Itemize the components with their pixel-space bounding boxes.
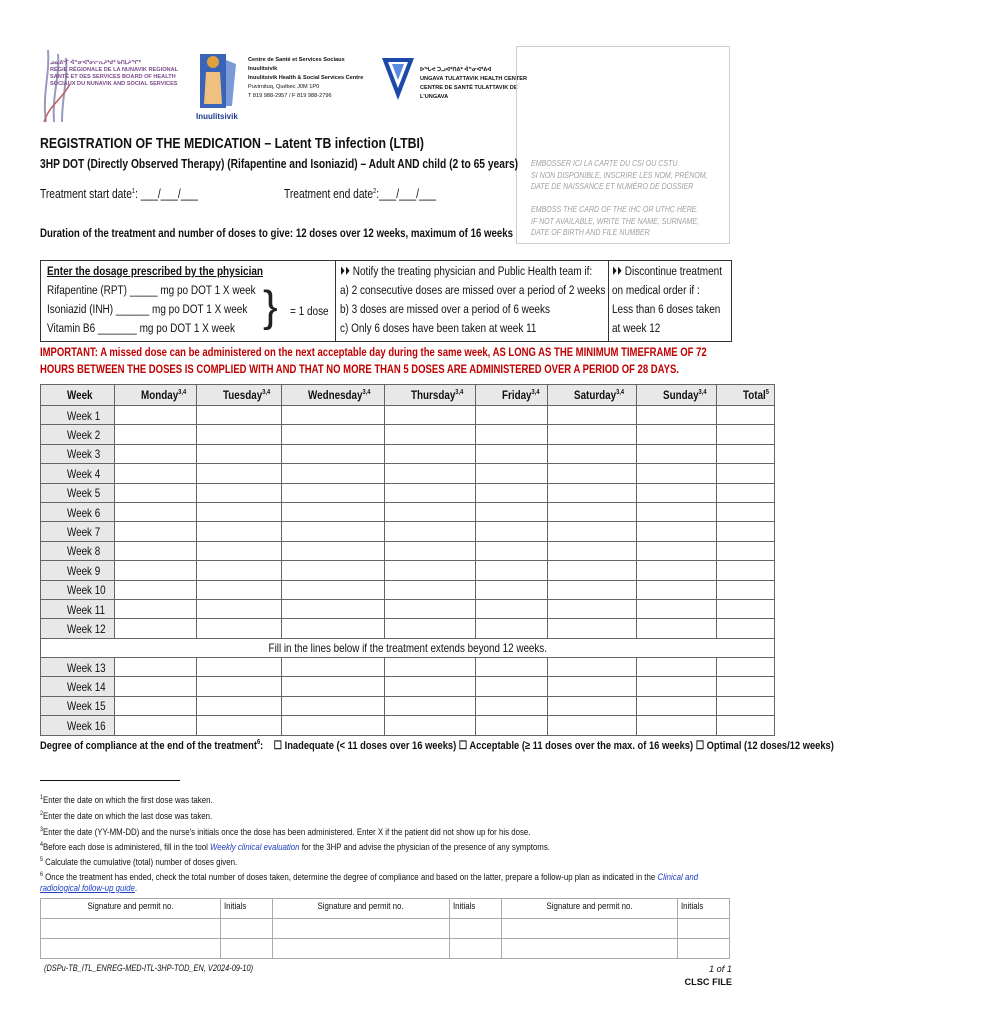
dose-entry-cell[interactable] [384, 502, 475, 521]
org3-line: ᐅᖓᕙ ᑐᓗᐊᑦᑎᕕᒃ ᐋᓐᓂᐊᕐᕕᐊ [420, 67, 492, 73]
org2-name: Inuulitsivik [196, 112, 238, 121]
col-header: Total$^5$ [716, 385, 775, 406]
dose-entry-cell[interactable] [197, 502, 282, 521]
dose-entry-cell[interactable] [197, 483, 282, 502]
dose-entry-cell[interactable] [548, 696, 636, 715]
signature-label: Signature and permit no. [87, 901, 174, 912]
org2-line: T 819 988-2957 / F 819 988-2796 [248, 93, 332, 99]
dose-entry-cell[interactable] [281, 522, 384, 541]
dose-entry-cell[interactable] [636, 444, 716, 463]
total-cell[interactable] [716, 658, 775, 677]
col-header: Saturday$^{3,4}$ [548, 385, 636, 406]
signature-label: Signature and permit no. [317, 901, 405, 912]
dose-entry-cell[interactable] [384, 696, 475, 715]
dose-entry-cell[interactable] [384, 483, 475, 502]
signature-cell[interactable] [272, 919, 450, 939]
signature-cell[interactable] [502, 919, 678, 939]
table-row [41, 658, 775, 677]
dose-entry-cell[interactable] [197, 444, 282, 463]
signature-header-row [41, 899, 730, 919]
dose-entry-cell[interactable] [197, 619, 282, 638]
table-row [41, 444, 775, 463]
week-label: Week 13 [41, 658, 115, 677]
total-cell[interactable] [716, 522, 775, 541]
start-date-label: Treatment start date [40, 187, 132, 201]
footnote-ref: 1 [131, 187, 136, 195]
dose-entry-cell[interactable] [281, 444, 384, 463]
notify-line: b) 3 doses are missed over a period of 6 weeks [340, 302, 550, 316]
dose-entry-cell[interactable] [636, 716, 716, 735]
compliance-options[interactable]: ☐ Inadequate (< 11 doses over 16 weeks) ☐ Acceptable (≥ 11 doses over the max. of 16 weeks) ☐ Optimal (12 doses/12 weeks) [273, 740, 834, 752]
total-cell[interactable] [716, 502, 775, 521]
dose-entry-cell[interactable] [636, 522, 716, 541]
dose-entry-cell[interactable] [384, 599, 475, 618]
dose-entry-cell[interactable] [475, 716, 548, 735]
dose-entry-cell[interactable] [281, 561, 384, 580]
table-row [41, 483, 775, 502]
total-cell[interactable] [716, 425, 775, 444]
dose-entry-cell[interactable] [281, 716, 384, 735]
dose-entry-cell[interactable] [548, 444, 636, 463]
weekly-evaluation-link[interactable]: Weekly clinical evaluation [210, 842, 300, 854]
week-label: Week 3 [41, 444, 115, 463]
footnote-6-cont: radiological follow-up guide. [40, 883, 138, 894]
table-row [41, 619, 775, 638]
dose-entry-cell[interactable] [115, 444, 197, 463]
dose-entry-cell[interactable] [384, 658, 475, 677]
org1-line: RÉGIE RÉGIONALE DE LA NUNAVIK REGIONAL [50, 67, 179, 73]
dose-entry-cell[interactable] [281, 406, 384, 425]
dose-entry-cell[interactable] [636, 464, 716, 483]
form-code: (DSPu-TB_ITL_ENREG-MED-ITL-3HP-TOD_EN, V2024-09-10) [44, 963, 254, 973]
emboss-en-line: EMBOSS THE CARD OF THE IHC OR UTHC HERE. [531, 204, 699, 214]
dose-entry-cell[interactable] [281, 425, 384, 444]
dose-entry-cell[interactable] [475, 580, 548, 599]
followup-guide-link[interactable]: radiological follow-up guide [40, 883, 135, 894]
initials-cell[interactable] [220, 919, 272, 939]
week-label: Week 2 [41, 425, 115, 444]
initials-label: Initials [681, 901, 704, 912]
dose-entry-cell[interactable] [115, 464, 197, 483]
week-label: Week 10 [41, 580, 115, 599]
org1-line: SOCIAUX DU NUNAVIK AND SOCIAL SERVICES [50, 81, 178, 87]
emboss-en-line: DATE OF BIRTH AND FILE NUMBER [531, 227, 650, 237]
footnote-2: $^2$Enter the date on which the last dose was taken. [40, 810, 213, 823]
dose-entry-cell[interactable] [197, 561, 282, 580]
emboss-fr-line: SI NON DISPONIBLE, INSCRIRE LES NOM, PRÉNOM, [531, 169, 708, 180]
dose-entry-cell[interactable] [281, 464, 384, 483]
footnote-4: $^4$Before each dose is administered, fill in the tool Weekly clinical evaluation for the 3HP and advise the physician of the presence of any symptoms. [40, 841, 550, 854]
week-label: Week 4 [41, 464, 115, 483]
dose-entry-cell[interactable] [115, 716, 197, 735]
col-header: Monday$^{3,4}$ [115, 385, 197, 406]
dose-entry-cell[interactable] [197, 696, 282, 715]
table-row [41, 502, 775, 521]
dose-entry-cell[interactable] [115, 425, 197, 444]
dose-entry-cell[interactable] [475, 619, 548, 638]
dosage-box [40, 260, 732, 342]
start-date-field[interactable] [40, 187, 198, 201]
signature-cell[interactable] [41, 939, 221, 959]
notify-heading-text: Notify the treating physician and Public Health team if: [352, 264, 593, 278]
dose-entry-cell[interactable] [548, 716, 636, 735]
dose-entry-cell[interactable] [115, 658, 197, 677]
dose-entry-cell[interactable] [636, 502, 716, 521]
dose-entry-cell[interactable] [197, 406, 282, 425]
one-dose-label: = 1 dose [290, 304, 329, 318]
signature-cell[interactable] [41, 919, 221, 939]
dose-entry-cell[interactable] [384, 619, 475, 638]
discontinue-line: at week 12 [612, 321, 661, 335]
dose-entry-cell[interactable] [197, 658, 282, 677]
initials-cell[interactable] [678, 939, 730, 959]
dose-entry-cell[interactable] [197, 522, 282, 541]
emboss-fr-line: DATE DE NAISSANCE ET NUMÉRO DE DOSSIER [531, 181, 694, 191]
dose-entry-cell[interactable] [548, 464, 636, 483]
total-cell[interactable] [716, 541, 775, 560]
emboss-en-line: IF NOT AVAILABLE, WRITE THE NAME, SURNAME, [531, 215, 699, 226]
dose-entry-cell[interactable] [548, 406, 636, 425]
dose-entry-cell[interactable] [548, 619, 636, 638]
dose-entry-cell[interactable] [281, 541, 384, 560]
signature-row [41, 919, 730, 939]
page-subtitle: 3HP DOT (Directly Observed Therapy) (Rifapentine and Isoniazid) – Adult AND child (2 to 65 years) [40, 157, 519, 171]
dose-entry-cell[interactable] [384, 522, 475, 541]
dose-entry-cell[interactable] [636, 425, 716, 444]
dose-entry-cell[interactable] [115, 599, 197, 618]
dose-entry-cell[interactable] [475, 464, 548, 483]
org2-line: Centre de Santé et Services Sociaux Inuulitsivik [248, 57, 345, 72]
total-cell[interactable] [716, 406, 775, 425]
dosage-line[interactable]: Isoniazid (INH) ______ mg po DOT 1 X week [47, 302, 248, 316]
dose-entry-cell[interactable] [548, 522, 636, 541]
important-line: IMPORTANT: A missed dose can be administered on the next acceptable day during the same week, AS LONG AS THE MINIMUM TIMEFRAME OF 72 [40, 346, 707, 359]
dose-entry-cell[interactable] [475, 444, 548, 463]
dose-entry-cell[interactable] [197, 677, 282, 696]
dose-entry-cell[interactable] [636, 677, 716, 696]
dose-entry-cell[interactable] [475, 406, 548, 425]
duration-text: Duration of the treatment and number of doses to give: 12 doses over 12 weeks, maximum of 16 weeks [40, 226, 514, 240]
footnote-divider [40, 780, 180, 781]
discontinue-line: on medical order if : [612, 283, 700, 297]
arrow-icon: ⏵⏵ [340, 264, 353, 278]
dose-entry-cell[interactable] [548, 580, 636, 599]
col-header: Friday$^{3,4}$ [475, 385, 548, 406]
end-date-field[interactable] [284, 187, 436, 201]
discontinue-heading [612, 262, 722, 281]
dose-entry-cell[interactable] [384, 406, 475, 425]
dose-entry-cell[interactable] [636, 619, 716, 638]
dose-entry-cell[interactable] [475, 522, 548, 541]
start-date-blank: : ___/___/___ [135, 187, 198, 201]
followup-guide-link[interactable]: Clinical and [657, 872, 699, 884]
week-label: Week 14 [41, 677, 115, 696]
table-row [41, 425, 775, 444]
notify-line: a) 2 consecutive doses are missed over a period of 2 weeks [340, 283, 606, 297]
footnote-5: $^5$ Calculate the cumulative (total) number of doses given. [40, 856, 238, 869]
discontinue-line: Less than 6 doses taken [612, 302, 721, 316]
dose-entry-cell[interactable] [636, 599, 716, 618]
tulattavik-logo [380, 52, 530, 114]
total-cell[interactable] [716, 464, 775, 483]
week-label: Week 1 [41, 406, 115, 425]
dose-entry-cell[interactable] [197, 425, 282, 444]
notify-heading [340, 262, 606, 281]
col-header: Wednesday$^{3,4}$ [281, 385, 384, 406]
dose-entry-cell[interactable] [475, 599, 548, 618]
org2-line: Inuulitsivik Health & Social Services Centre [248, 75, 364, 81]
dose-entry-cell[interactable] [548, 658, 636, 677]
dose-entry-cell[interactable] [197, 464, 282, 483]
initials-cell[interactable] [450, 919, 502, 939]
dose-entry-cell[interactable] [197, 580, 282, 599]
dose-entry-cell[interactable] [548, 541, 636, 560]
dose-entry-cell[interactable] [384, 541, 475, 560]
dose-entry-cell[interactable] [281, 696, 384, 715]
initials-cell[interactable] [450, 939, 502, 959]
inuulitsivik-logo [196, 50, 371, 130]
signature-cell[interactable] [502, 939, 678, 959]
org1-line: SANTÉ ET DES SERVICES BOARD OF HEALTH [50, 74, 176, 80]
total-cell[interactable] [716, 561, 775, 580]
dose-entry-cell[interactable] [548, 677, 636, 696]
col-header: Week [41, 385, 115, 406]
arrow-icon: ⏵⏵ [612, 264, 625, 278]
dosage-line[interactable]: Vitamin B6 _______ mg po DOT 1 X week [47, 321, 235, 335]
table-row [41, 677, 775, 696]
dose-entry-cell[interactable] [281, 619, 384, 638]
dose-entry-cell[interactable] [636, 696, 716, 715]
col-header: Thursday$^{3,4}$ [384, 385, 475, 406]
table-row [41, 599, 775, 618]
table-row [41, 464, 775, 483]
table-row [41, 561, 775, 580]
week-label: Week 12 [41, 619, 115, 638]
end-date-label: Treatment end date [284, 187, 374, 201]
dose-entry-cell[interactable] [384, 425, 475, 444]
page-title: REGISTRATION OF THE MEDICATION – Latent TB infection (LTBI) [40, 135, 425, 152]
table-header-row [41, 385, 775, 406]
dose-entry-cell[interactable] [548, 502, 636, 521]
footnote-ref: 6 [256, 739, 261, 747]
dose-entry-cell[interactable] [281, 599, 384, 618]
initials-cell[interactable] [678, 919, 730, 939]
dose-entry-cell[interactable] [281, 580, 384, 599]
dose-entry-cell[interactable] [115, 541, 197, 560]
notify-line: c) Only 6 doses have been taken at week 11 [340, 321, 537, 335]
footnote-3: $^3$Enter the date (YY-MM-DD) and the nurse's initials once the dose has been administered. Enter X if the patient did not show up for his dose. [40, 826, 531, 839]
clsc-file-label: CLSC FILE [684, 977, 732, 987]
initials-cell[interactable] [220, 939, 272, 959]
page-number: 1 of 1 [709, 964, 732, 974]
tulattavik-emblem-icon [380, 56, 416, 102]
total-cell[interactable] [716, 444, 775, 463]
dose-entry-cell[interactable] [475, 541, 548, 560]
total-cell[interactable] [716, 696, 775, 715]
dosage-line[interactable]: Rifapentine (RPT) _____ mg po DOT 1 X week [47, 283, 256, 297]
total-cell[interactable] [716, 716, 775, 735]
week-label: Week 5 [41, 483, 115, 502]
org3-line: CENTRE DE SANTÉ TULATTAVIK DE L'UNGAVA [420, 85, 518, 100]
dose-entry-cell[interactable] [115, 502, 197, 521]
important-line: HOURS BETWEEN THE DOSES IS COMPLIED WITH AND THAT NO MORE THAN 5 DOSES ARE ADMINISTERED OVER A PERIOD OF 28 DAYS. [40, 363, 679, 376]
week-label: Week 11 [41, 599, 115, 618]
dose-entry-cell[interactable] [475, 483, 548, 502]
dose-entry-cell[interactable] [115, 522, 197, 541]
dose-entry-cell[interactable] [475, 561, 548, 580]
extension-note: Fill in the lines below if the treatment extends beyond 12 weeks. [41, 638, 775, 657]
dose-entry-cell[interactable] [548, 561, 636, 580]
compliance-field[interactable]: Degree of compliance at the end of the treatment$^6$: ☐ Inadequate (< 11 doses over 16 weeks) ☐ Acceptable (≥ 11 doses over the max. of 16 weeks) ☐ Optimal (12 doses/12 weeks) [40, 739, 834, 752]
inuulitsivik-emblem-icon [196, 50, 242, 114]
table-row [41, 406, 775, 425]
dose-entry-cell[interactable] [636, 406, 716, 425]
dose-entry-cell[interactable] [636, 580, 716, 599]
dose-entry-cell[interactable] [115, 483, 197, 502]
footnote-ref: 2 [373, 187, 377, 195]
table-row [41, 522, 775, 541]
dose-entry-cell[interactable] [636, 561, 716, 580]
org3-line: UNGAVA TULATTAVIK HEALTH CENTER [420, 76, 527, 82]
dose-entry-cell[interactable] [636, 658, 716, 677]
week-label: Week 16 [41, 716, 115, 735]
brace-icon: } [263, 282, 278, 331]
org2-line: Puvirnituq, Québec J0M 1P0 [248, 84, 320, 90]
signature-table [40, 898, 730, 959]
nrbhss-logo [40, 44, 190, 134]
compliance-label: Degree of compliance at the end of the treatment [40, 740, 257, 752]
emboss-card-area [516, 46, 730, 244]
initials-label: Initials [223, 901, 247, 912]
dose-entry-cell[interactable] [281, 483, 384, 502]
table-row [41, 580, 775, 599]
total-cell[interactable] [716, 599, 775, 618]
dose-entry-cell[interactable] [197, 716, 282, 735]
dose-entry-cell[interactable] [475, 502, 548, 521]
week-label: Week 7 [41, 522, 115, 541]
week-label: Week 15 [41, 696, 115, 715]
dose-entry-cell[interactable] [281, 677, 384, 696]
dose-entry-cell[interactable] [384, 716, 475, 735]
dose-entry-cell[interactable] [475, 677, 548, 696]
dose-entry-cell[interactable] [115, 561, 197, 580]
dose-entry-cell[interactable] [548, 425, 636, 444]
org1-line: ᓄᓇᕕᒻᒥ ᐋᓐᓂᐊᕐᓂᓕᕆᔨᒃᑯᑦ ᑲᑎᒪᔨᖏᑦ [50, 60, 141, 66]
dose-entry-cell[interactable] [197, 599, 282, 618]
week-label: Week 9 [41, 561, 115, 580]
col-header: Sunday$^{3,4}$ [636, 385, 716, 406]
emboss-fr-line: EMBOSSER ICI LA CARTE DU CSI OU CSTU. [531, 158, 680, 168]
signature-cell[interactable] [272, 939, 450, 959]
total-cell[interactable] [716, 483, 775, 502]
total-cell[interactable] [716, 619, 775, 638]
dose-entry-cell[interactable] [384, 580, 475, 599]
dose-entry-cell[interactable] [384, 561, 475, 580]
table-row [41, 541, 775, 560]
week-label: Week 6 [41, 502, 115, 521]
dose-entry-cell[interactable] [384, 677, 475, 696]
week-label: Week 8 [41, 541, 115, 560]
extension-note-row [41, 638, 775, 657]
dose-log-table [40, 384, 775, 736]
dose-entry-cell[interactable] [636, 541, 716, 560]
table-row [41, 696, 775, 715]
dose-entry-cell[interactable] [115, 696, 197, 715]
dose-entry-cell[interactable] [115, 580, 197, 599]
footnote-6: $^6$ Once the treatment has ended, check the total number of doses taken, determine the degree of compliance and based on the latter, prepare a follow-up plan as indicated in the Clinical and [40, 871, 699, 884]
signature-label: Signature and permit no. [546, 901, 633, 912]
dose-entry-cell[interactable] [281, 502, 384, 521]
dose-entry-cell[interactable] [548, 599, 636, 618]
end-date-blank: :___/___/___ [376, 187, 437, 201]
dose-entry-cell[interactable] [115, 677, 197, 696]
table-row [41, 716, 775, 735]
discontinue-heading-text: Discontinue treatment [624, 264, 722, 278]
dose-entry-cell[interactable] [115, 406, 197, 425]
dose-entry-cell[interactable] [636, 483, 716, 502]
dose-entry-cell[interactable] [475, 425, 548, 444]
dose-entry-cell[interactable] [384, 464, 475, 483]
dose-entry-cell[interactable] [384, 444, 475, 463]
dose-entry-cell[interactable] [475, 696, 548, 715]
footnote-1: $^1$Enter the date on which the first dose was taken. [40, 794, 213, 807]
signature-row [41, 939, 730, 959]
total-cell[interactable] [716, 580, 775, 599]
dose-entry-cell[interactable] [281, 658, 384, 677]
col-header: Tuesday$^{3,4}$ [197, 385, 282, 406]
dose-entry-cell[interactable] [475, 658, 548, 677]
dose-entry-cell[interactable] [548, 483, 636, 502]
dosage-heading: Enter the dosage prescribed by the physician [47, 264, 264, 278]
dose-entry-cell[interactable] [115, 619, 197, 638]
dose-entry-cell[interactable] [197, 541, 282, 560]
total-cell[interactable] [716, 677, 775, 696]
initials-label: Initials [453, 901, 476, 912]
